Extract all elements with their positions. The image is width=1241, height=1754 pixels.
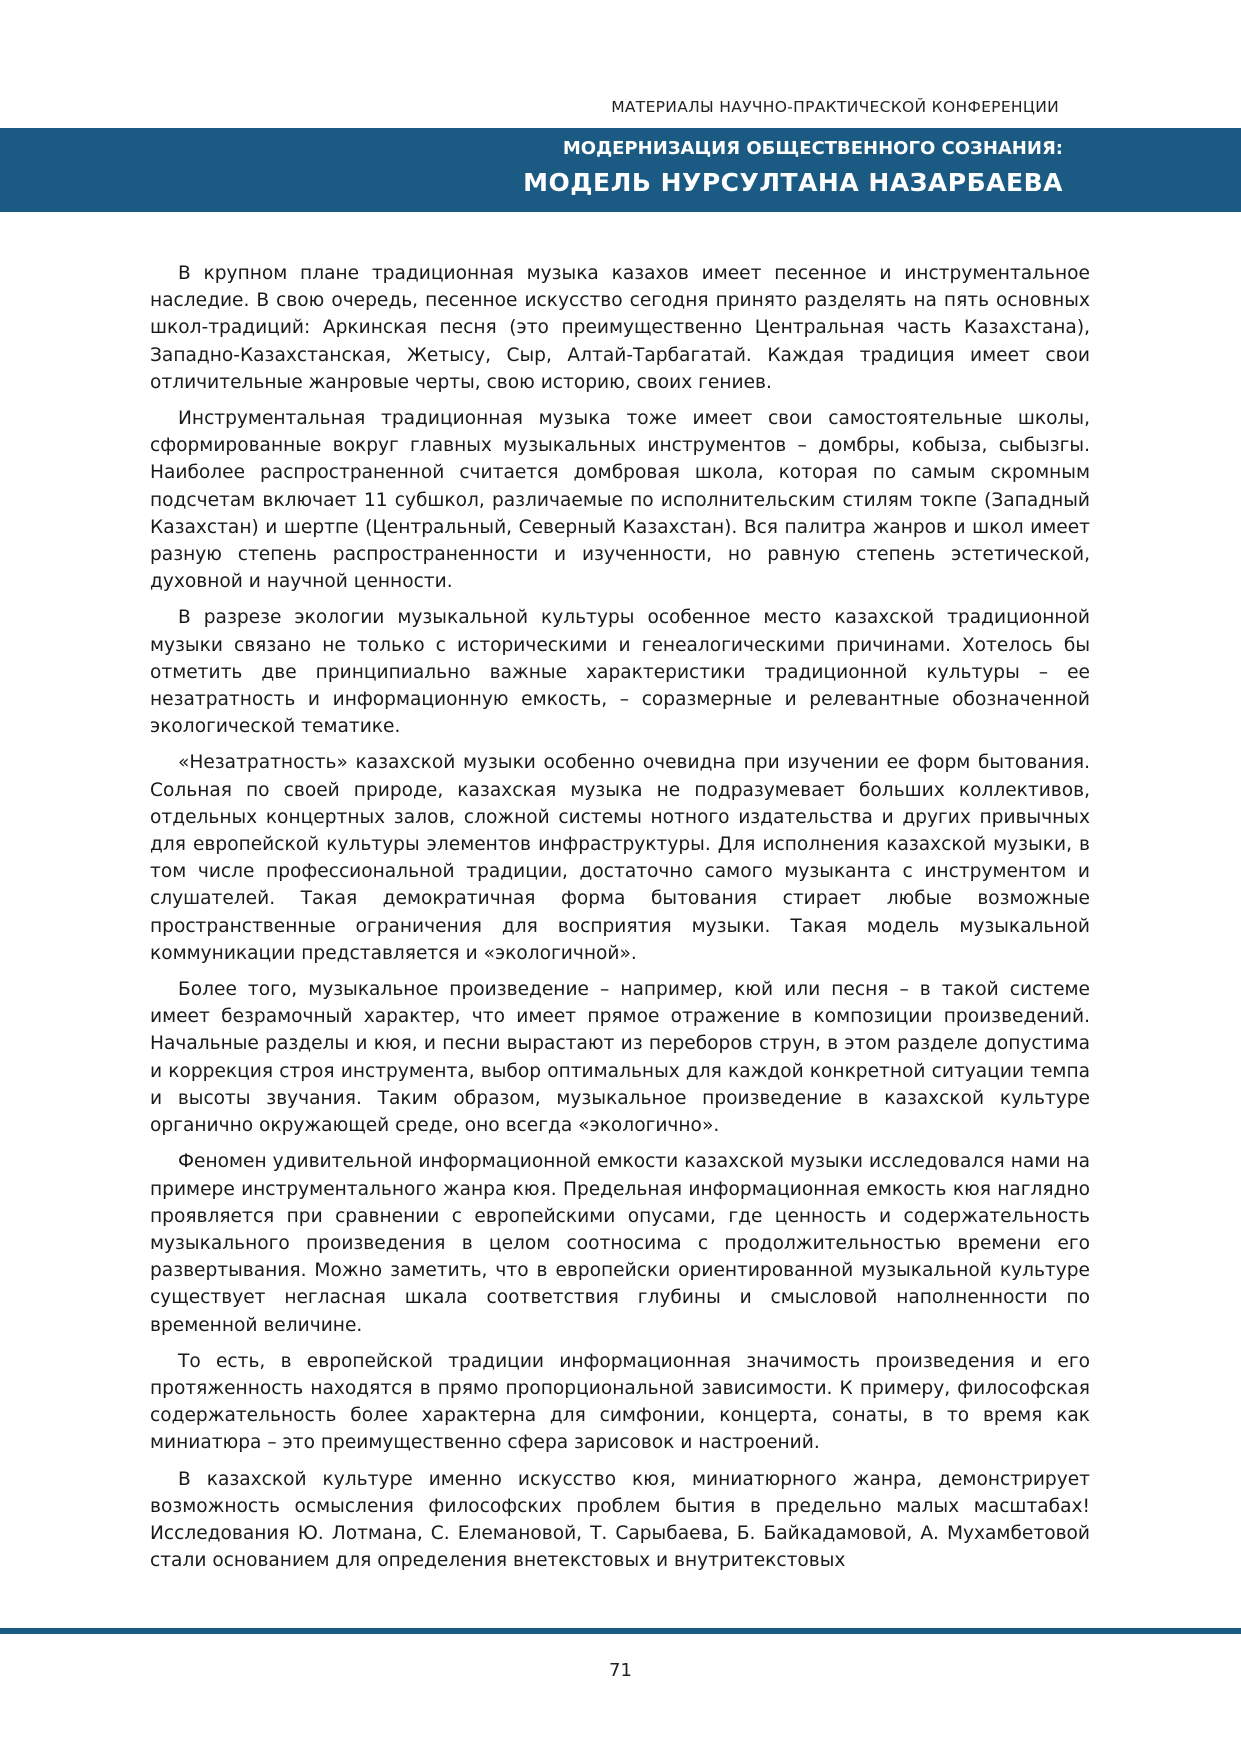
paragraph: В казахской культуре именно искусство кюя, миниатюрного жанра, демонстрирует возможность осмысления философских проблем бытия в предельно малых масштабах! Исследования Ю. Лотмана, С. Елемановой, Т. Сарыбаева, Б. Байкадамовой, А. Мухамбетовой стали основанием для определения внетекстовых и внутритекстовых bbox=[150, 1468, 1090, 1572]
paragraph: Феномен удивительной информационной емкости казахской музыки исследовался нами на примере инструментального жанра кюя. Предельная информационная емкость кюя наглядно проявляется при сравнении с европейскими опусами, где ценность и содержательность музыкального произведения в целом соотносима с продолжительностью времени его развертывания. Можно заметить, что в европейски ориентированной музыкальной культуре существует негласная шкала соответствия глубины и смысловой наполненности по временной величине. bbox=[150, 1151, 1090, 1336]
running-head: МАТЕРИАЛЫ НАУЧНО-ПРАКТИЧЕСКОЙ КОНФЕРЕНЦИИ bbox=[611, 98, 1059, 116]
paragraph: В разрезе экологии музыкальной культуры особенное место казахской традиционной музыки связано не только с историческими и генеалогическими причинами. Хотелось бы отметить две принципиально важные характеристики традиционной культуры – ее незатратность и информационную емкость, – соразмерные и релевантные обозначенной экологической тематике. bbox=[150, 607, 1090, 738]
body-text bbox=[150, 260, 1090, 1574]
title-line-1: МОДЕРНИЗАЦИЯ ОБЩЕСТВЕННОГО СОЗНАНИЯ: bbox=[562, 138, 1063, 159]
paragraph: То есть, в европейской традиции информационная значимость произведения и его протяженность находятся в прямо пропорциональной зависимости. К примеру, философская содержательность более характерна для симфонии, концерта, сонаты, в то время как миниатюра – это преимущественно сфера зарисовок и настроений. bbox=[150, 1350, 1090, 1454]
title-line-2: МОДЕЛЬ НУРСУЛТАНА НАЗАРБАЕВА bbox=[523, 168, 1063, 197]
paragraph: «Незатратность» казахской музыки особенно очевидна при изучении ее форм бытования. Сольная по своей природе, казахская музыка не подразумевает больших коллективов, отдельных концертных залов, сложной системы нотного издательства и других привычных для европейской культуры элементов инфраструктуры. Для исполнения казахской музыки, в том числе профессиональной традиции, достаточно самого музыканта с инструментом и слушателей. Такая демократичная форма бытования стирает любые возможные пространственные ограничения для восприятия музыки. Такая модель музыкальной коммуникации представляется и «экологичной». bbox=[150, 752, 1090, 964]
paragraph: В крупном плане традиционная музыка казахов имеет песенное и инструментальное наследие. В свою очередь, песенное искусство сегодня принято разделять на пять основных школ-традиций: Аркинская песня (это преимущественно Центральная часть Казахстана), Западно-Казахстанская, Жетысу, Сыр, Алтай-Тарбагатай. Каждая традиция имеет свои отличительные жанровые черты, свою историю, своих гениев. bbox=[150, 263, 1090, 393]
paragraph: Более того, музыкальное произведение – например, кюй или песня – в такой системе имеет безрамочный характер, что имеет прямое отражение в композиции произведений. Начальные разделы и кюя, и песни вырастают из переборов струн, в этом разделе допустима и коррекция строя инструмента, выбор оптимальных для каждой конкретной ситуации темпа и высоты звучания. Таким образом, музыкальное произведение в казахской культуре органично окружающей среде, оно всегда «экологично». bbox=[150, 979, 1090, 1137]
title-band bbox=[0, 128, 1241, 212]
page-number: 71 bbox=[609, 1660, 632, 1681]
footer-rule bbox=[0, 1628, 1241, 1634]
paragraph: Инструментальная традиционная музыка тоже имеет свои самостоятельные школы, сформированные вокруг главных музыкальных инструментов – домбры, кобыза, сыбызгы. Наиболее распространенной считается домбровая школа, которая по самым скромным подсчетам включает 11 субшкол, различаемые по исполнительским стилям токпе (Западный Казахстан) и шертпе (Центральный, Северный Казахстан). Вся палитра жанров и школ имеет разную степень распространенности и изученности, но равную степень эстетической, духовной и научной ценности. bbox=[150, 408, 1090, 593]
